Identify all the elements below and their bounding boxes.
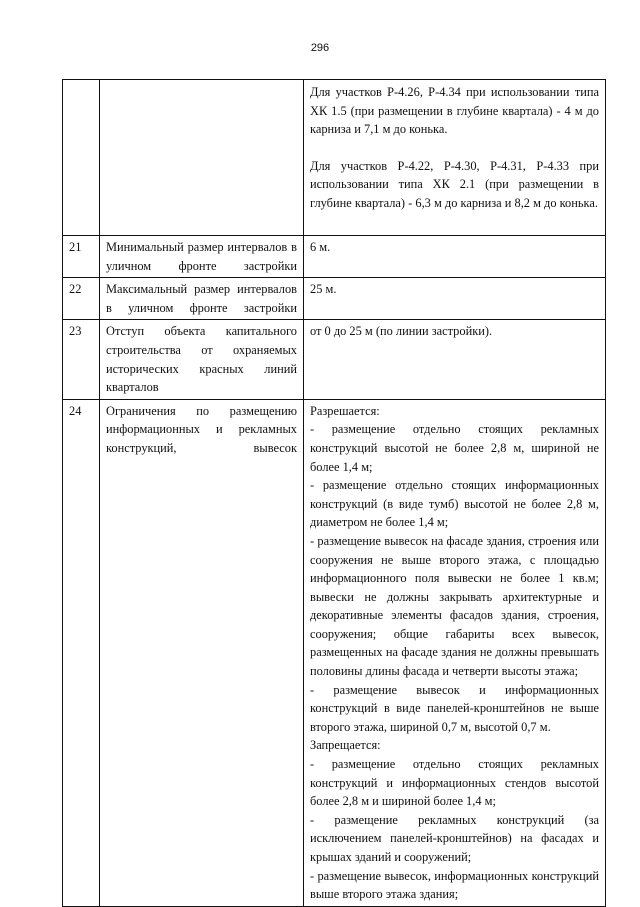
allowed-item: - размещение отдельно стоящих информационных конструкций (в виде тумб) высотой не более 2,8 м, диаметром не более 1,4 м; (310, 478, 599, 530)
table-row (63, 80, 606, 236)
row-number: 23 (63, 320, 100, 399)
parameter-value (304, 80, 606, 236)
forbidden-item: - размещение рекламных конструкций (за исключением панелей-кронштейнов) на фасадах и крышах зданий и сооружений; (310, 812, 599, 864)
forbidden-item: - размещение отдельно стоящих рекламных конструкций и информационных стендов высотой более 2,8 м и шириной более 1,4 м; (310, 757, 599, 809)
parameter-name: Минимальный размер интервалов в уличном фронте застройки (100, 236, 304, 278)
regulations-table (62, 79, 606, 907)
parameter-name (100, 80, 304, 236)
allowed-item: - размещение вывесок и информационных конструкций в виде панелей-кронштейнов не выше второго этажа, шириной 0,7 м, высотой 0,7 м. (310, 682, 599, 734)
row-number: 24 (63, 399, 100, 906)
table-row (63, 236, 606, 278)
row-number (63, 80, 100, 236)
parameter-name: Максимальный размер интервалов в уличном фронте застройки (100, 278, 304, 320)
allowed-item: - размещение отдельно стоящих рекламных конструкций высотой не более 2,8 м, шириной не более 1,4 м; (310, 422, 599, 474)
table-row (63, 399, 606, 906)
parameter-name: Отступ объекта капитального строительства от охраняемых исторических красных линий кварталов (100, 320, 304, 399)
page-number: 296 (310, 42, 330, 54)
allowed-item: - размещение вывесок на фасаде здания, строения или сооружения не выше второго этажа, с площадью информационного поля вывески не более 1 кв.м; вывески не должны закрывать архитектурные и декоративные элементы фасадов здания, строения, сооружения; общие габариты всех вывесок, размещенных на фасаде здания не должны превышать половины длины фасада и четверти высоты этажа; (310, 533, 599, 679)
forbidden-item: - размещение вывесок, информационных конструкций выше второго этажа здания; (310, 868, 599, 902)
value-paragraph: Для участков Р-4.22, Р-4.30, Р-4.31, Р-4.33 при использовании типа ХК 2.1 (при размещении в глубине квартала) - 6,3 м до карниза и 8,2 м до конька. (310, 158, 599, 210)
table-row (63, 320, 606, 399)
parameter-value (304, 399, 606, 906)
parameter-name: Ограничения по размещению информационных и рекламных конструкций, вывесок (100, 399, 304, 906)
parameter-value: 6 м. (304, 236, 606, 278)
forbidden-heading: Запрещается: (310, 738, 381, 753)
parameter-value: от 0 до 25 м (по линии застройки). (304, 320, 606, 399)
parameter-value: 25 м. (304, 278, 606, 320)
allowed-heading: Разрешается: (310, 403, 380, 418)
value-paragraph: Для участков Р-4.26, Р-4.34 при использовании типа ХК 1.5 (при размещении в глубине квартала) - 4 м до карниза и 7,1 м до конька. (310, 85, 599, 137)
row-number: 22 (63, 278, 100, 320)
table-row (63, 278, 606, 320)
row-number: 21 (63, 236, 100, 278)
